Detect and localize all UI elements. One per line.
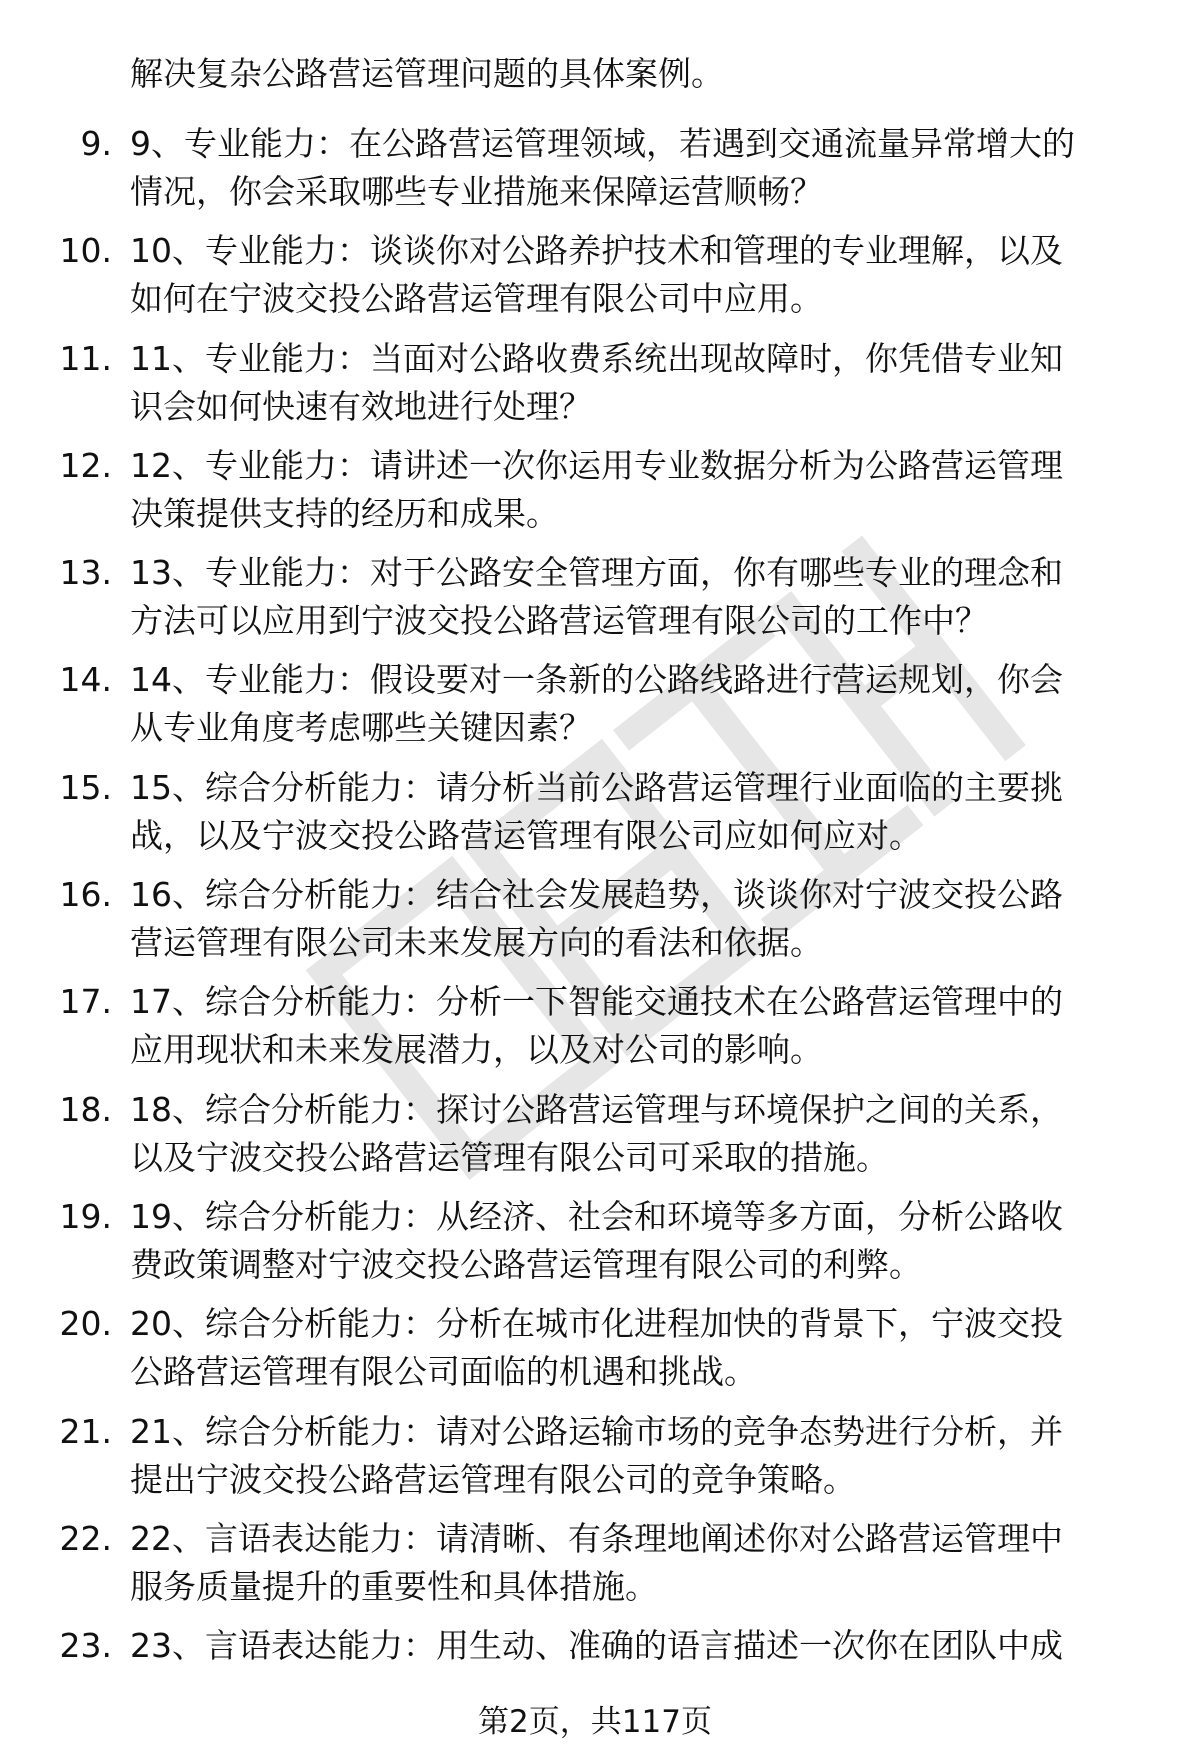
item-text-line-2: 方法可以应用到宁波交投公路营运管理有限公司的工作中？	[130, 601, 988, 641]
list-item	[0, 1300, 1190, 1396]
continuation-line: 解决复杂公路营运管理问题的具体案例。	[130, 54, 724, 93]
item-text-line-1: 23、言语表达能力：用生动、准确的语言描述一次你在团队中成	[130, 1626, 1063, 1666]
item-text-line-1: 9、专业能力：在公路营运管理领域，若遇到交通流量异常增大的	[130, 124, 1075, 163]
item-number: 23.	[59, 1626, 112, 1666]
item-text-line-1: 14、专业能力：假设要对一条新的公路线路进行营运规划，你会	[130, 660, 1063, 700]
item-text-line-1: 20、综合分析能力：分析在城市化进程加快的背景下，宁波交投	[130, 1304, 1063, 1344]
item-number: 18.	[59, 1089, 112, 1129]
item-text-line-1: 10、专业能力：谈谈你对公路养护技术和管理的专业理解，以及	[130, 231, 1063, 271]
list-item	[0, 1193, 1190, 1289]
item-text-line-2: 识会如何快速有效地进行处理？	[130, 386, 592, 426]
item-number: 11.	[59, 338, 112, 378]
item-text-line-2: 营运管理有限公司未来发展方向的看法和依据。	[130, 923, 823, 963]
item-text-line-1: 16、综合分析能力：结合社会发展趋势，谈谈你对宁波交投公路	[130, 875, 1063, 915]
item-text-line-2: 如何在宁波交投公路营运管理有限公司中应用。	[130, 279, 823, 319]
page-footer: 第2页，共117页	[478, 1704, 712, 1740]
item-number: 21.	[59, 1411, 112, 1451]
item-text-line-1: 13、专业能力：对于公路安全管理方面，你有哪些专业的理念和	[130, 553, 1063, 593]
item-number: 13.	[59, 553, 112, 593]
item-text-line-2: 从专业角度考虑哪些关键因素？	[130, 708, 592, 748]
item-text-line-2: 情况，你会采取哪些专业措施来保障运营顺畅？	[130, 172, 823, 211]
list-item	[0, 227, 1190, 323]
item-number: 14.	[59, 660, 112, 700]
item-number: 16.	[59, 875, 112, 915]
list-item	[0, 549, 1190, 645]
item-text-line-2: 应用现状和未来发展潜力，以及对公司的影响。	[130, 1030, 823, 1070]
list-item	[0, 1086, 1190, 1182]
item-text-line-2: 提出宁波交投公路营运管理有限公司的竞争策略。	[130, 1459, 856, 1499]
item-text-line-2: 战，以及宁波交投公路营运管理有限公司应如何应对。	[130, 815, 922, 855]
item-text-line-2: 决策提供支持的经历和成果。	[130, 493, 559, 533]
item-number: 15.	[59, 767, 112, 807]
item-text-line-1: 18、综合分析能力：探讨公路营运管理与环境保护之间的关系，	[130, 1089, 1063, 1129]
list-item	[0, 120, 1190, 216]
item-text-line-2: 公路营运管理有限公司面临的机遇和挑战。	[130, 1352, 757, 1392]
item-text-line-1: 11、专业能力：当面对公路收费系统出现故障时，你凭借专业知	[130, 338, 1063, 378]
item-number: 17.	[59, 982, 112, 1022]
item-text-line-1: 12、专业能力：请讲述一次你运用专业数据分析为公路营运管理	[130, 445, 1063, 485]
item-number: 12.	[59, 445, 112, 485]
item-number: 9.	[80, 124, 112, 163]
item-number: 20.	[59, 1304, 112, 1344]
item-text-line-1: 22、言语表达能力：请清晰、有条理地阐述你对公路营运管理中	[130, 1518, 1063, 1558]
item-text-line-1: 17、综合分析能力：分析一下智能交通技术在公路营运管理中的	[130, 982, 1063, 1022]
item-text-line-1: 19、综合分析能力：从经济、社会和环境等多方面，分析公路收	[130, 1196, 1063, 1236]
list-item	[0, 978, 1190, 1074]
item-text-line-2: 费政策调整对宁波交投公路营运管理有限公司的利弊。	[130, 1244, 922, 1284]
question-list	[0, 120, 1190, 1729]
list-item	[0, 764, 1190, 860]
item-text-line-1: 21、综合分析能力：请对公路运输市场的竞争态势进行分析，并	[130, 1411, 1063, 1451]
item-text-line-2: 服务质量提升的重要性和具体措施。	[130, 1566, 658, 1606]
item-number: 10.	[59, 231, 112, 271]
list-item	[0, 656, 1190, 752]
list-item	[0, 1408, 1190, 1504]
item-text-line-2: 以及宁波交投公路营运管理有限公司可采取的措施。	[130, 1137, 889, 1177]
item-text-line-1: 15、综合分析能力：请分析当前公路营运管理行业面临的主要挑	[130, 767, 1063, 807]
item-number: 19.	[59, 1196, 112, 1236]
list-item	[0, 442, 1190, 538]
list-item	[0, 335, 1190, 431]
list-item	[0, 1515, 1190, 1611]
item-number: 22.	[59, 1518, 112, 1558]
list-item	[0, 871, 1190, 967]
